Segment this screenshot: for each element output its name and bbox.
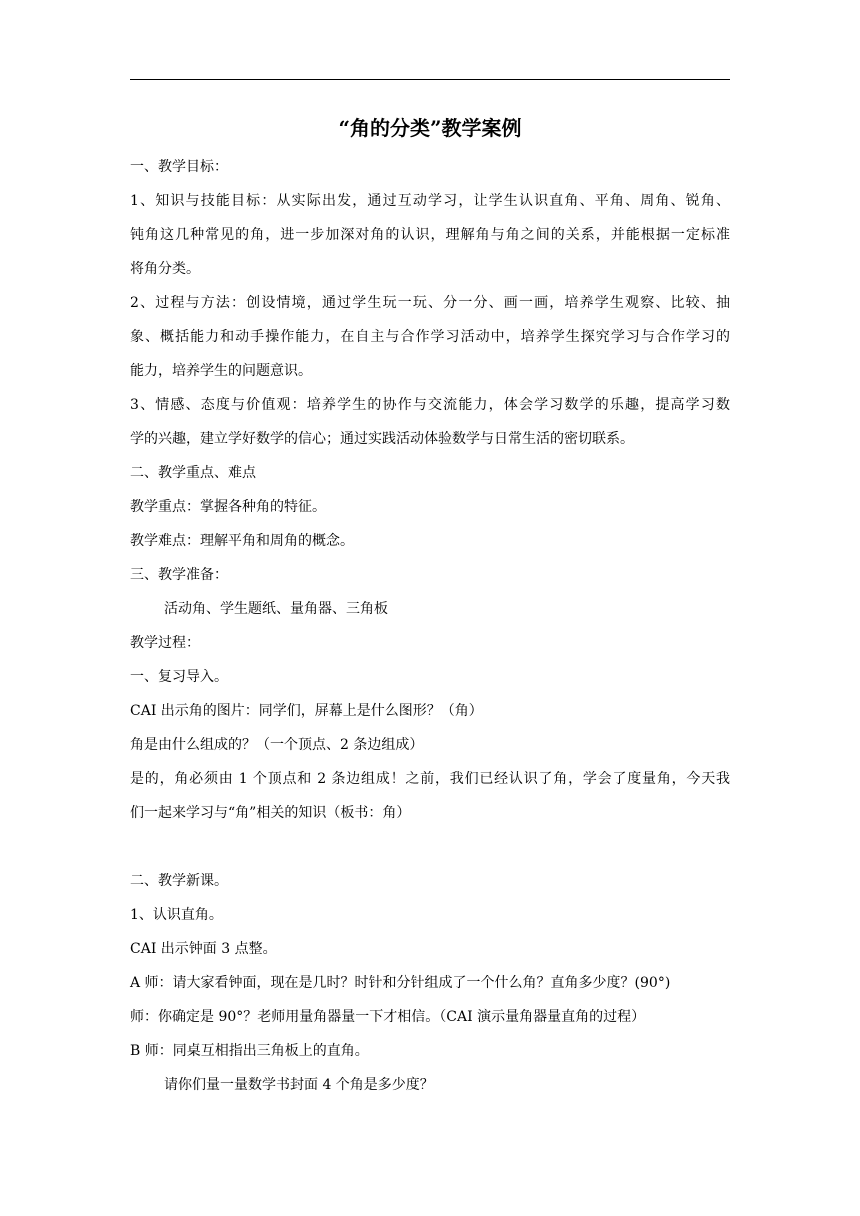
paragraph-line: 是的，角必须由 1 个顶点和 2 条边组成！之前，我们已经认识了角，学会了度量角，今天我 bbox=[130, 771, 730, 787]
document-title: “角的分类”教学案例 bbox=[338, 116, 522, 140]
paragraph-line: 教学难点：理解平角和周角的概念。 bbox=[130, 533, 354, 549]
paragraph-line: 3、情感、态度与价值观：培养学生的协作与交流能力，体会学习数学的乐趣，提高学习数 bbox=[130, 397, 730, 413]
paragraph-line: 象、概括能力和动手操作能力，在自主与合作学习活动中，培养学生探究学习与合作学习的 bbox=[130, 329, 730, 345]
paragraph-line: 角是由什么组成的？（一个顶点、2 条边组成） bbox=[130, 737, 424, 753]
paragraph-line: 活动角、学生题纸、量角器、三角板 bbox=[164, 601, 388, 617]
paragraph-line: 钝角这几种常见的角，进一步加深对角的认识，理解角与角之间的关系，并能根据一定标准 bbox=[130, 227, 730, 243]
paragraph-line: 请你们量一量数学书封面 4 个角是多少度？ bbox=[164, 1077, 434, 1093]
paragraph-line: A 师：请大家看钟面，现在是几时？时针和分针组成了一个什么角？直角多少度？(90°) bbox=[130, 975, 671, 991]
section-heading-review: 一、复习导入。 bbox=[130, 669, 228, 685]
section-heading-key-points: 二、教学重点、难点 bbox=[130, 465, 256, 481]
paragraph-line: B 师：同桌互相指出三角板上的直角。 bbox=[130, 1043, 369, 1059]
paragraph-line: 2、过程与方法：创设情境，通过学生玩一玩、分一分、画一画，培养学生观察、比较、抽 bbox=[130, 295, 730, 311]
paragraph-line: 将角分类。 bbox=[130, 261, 200, 277]
section-heading-process: 教学过程： bbox=[130, 635, 200, 651]
section-heading-preparation: 三、教学准备： bbox=[130, 567, 228, 583]
paragraph-line: 学的兴趣，建立学好数学的信心；通过实践活动体验数学与日常生活的密切联系。 bbox=[130, 431, 634, 447]
paragraph-line: CAI 出示角的图片：同学们，屏幕上是什么图形？（角） bbox=[130, 703, 483, 719]
section-heading-new-lesson: 二、教学新课。 bbox=[130, 873, 228, 889]
paragraph-line: 教学重点：掌握各种角的特征。 bbox=[130, 499, 326, 515]
header-rule bbox=[130, 79, 730, 80]
paragraph-line: 们一起来学习与“角”相关的知识（板书：角） bbox=[130, 805, 411, 821]
paragraph-line: 能力，培养学生的问题意识。 bbox=[130, 363, 312, 379]
paragraph-line: 1、认识直角。 bbox=[130, 907, 223, 923]
paragraph-line: 师：你确定是 90°？老师用量角器量一下才相信。（CAI 演示量角器量直角的过程） bbox=[130, 1009, 646, 1025]
paragraph-line: 1、知识与技能目标：从实际出发，通过互动学习，让学生认识直角、平角、周角、锐角、 bbox=[130, 193, 730, 209]
paragraph-line: CAI 出示钟面 3 点整。 bbox=[130, 941, 277, 957]
section-heading-objectives: 一、教学目标： bbox=[130, 159, 228, 175]
